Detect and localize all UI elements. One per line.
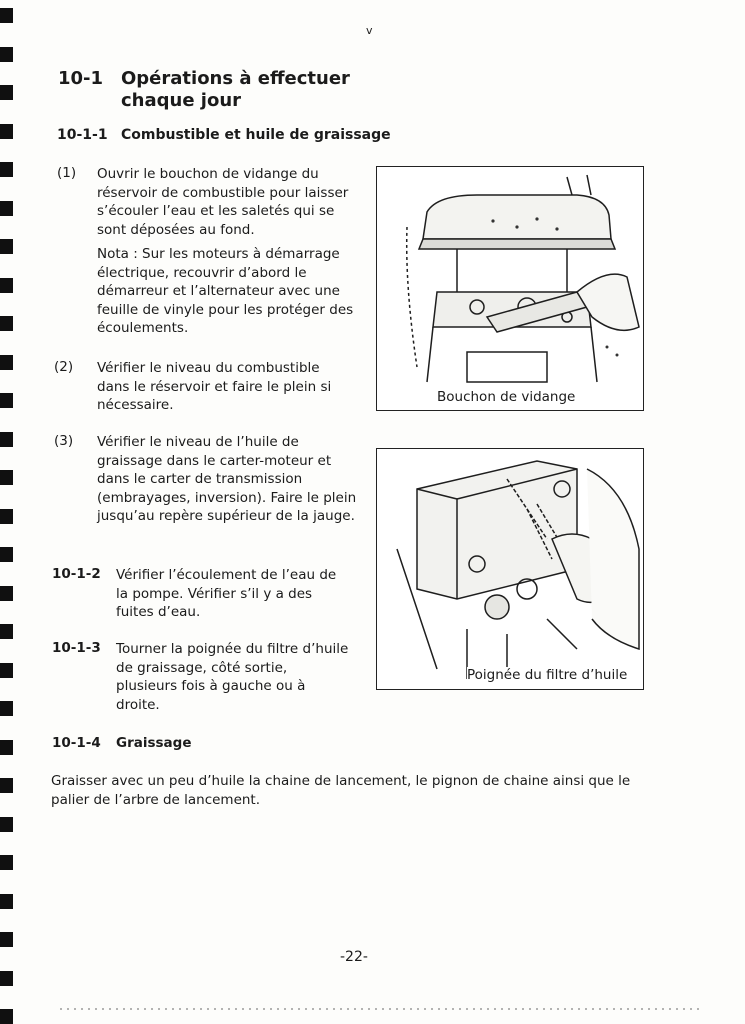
subsection-text: Vérifier l’écoulement de l’eau de la pompe. Vérifier s’il y a des fuites d’eau. [116,567,337,620]
binding-strip [0,0,18,1024]
binding-hole [0,470,13,485]
item-text: Vérifier le niveau de l’huile de graissage dans le carter-moteur et dans le carter de transmission (embrayages, inversion). Faire le plein jusqu’au repère supérieur de la jauge. [97,434,357,524]
binding-hole [0,47,13,62]
item-marker: (3) [54,433,74,449]
binding-hole [0,201,13,216]
page-number: -22- [340,949,368,965]
subsection-number: 10-1-1 [57,127,108,143]
footer-dotted-line [60,1008,700,1010]
figure-drain-plug [376,166,644,411]
binding-hole [0,8,13,23]
binding-hole [0,624,13,639]
binding-hole [0,278,13,293]
section-title: Opérations à effectuer chaque jour [121,68,350,111]
figure-caption: Bouchon de vidange [437,389,576,405]
subsection-title: Graissage [116,735,192,751]
figure-caption: Poignée du filtre d’huile [467,667,628,683]
binding-hole [0,547,13,562]
binding-hole [0,894,13,909]
binding-hole [0,663,13,678]
item-text: Vérifier le niveau du combustible dans le réservoir et faire le plein si nécessaire. [97,360,332,413]
binding-hole [0,932,13,947]
binding-hole [0,971,13,986]
oil-filter-handle-illustration [377,449,643,689]
binding-hole [0,432,13,447]
binding-hole [0,393,13,408]
engine-drain-plug-illustration [377,167,643,410]
subsection-title: Combustible et huile de graissage [121,127,391,143]
header-mark: v [366,24,373,37]
binding-hole [0,817,13,832]
binding-hole [0,855,13,870]
note-text: Nota : Sur les moteurs à démarrage électrique, recouvrir d’abord le démarreur et l’alternateur avec une feuille de vinyle pour les protéger des écoulements. [97,246,354,336]
item-text: Ouvrir le bouchon de vidange du réservoir de combustible pour laisser s’écouler l’eau et les saletés qui se sont déposées au fond. [97,166,349,238]
subsection-text: Tourner la poignée du filtre d’huile de graissage, côté sortie, plusieurs fois à gauche ou à droite. [116,641,349,713]
binding-hole [0,162,13,177]
figure-oil-filter [376,448,644,690]
graissage-text: Graisser avec un peu d’huile la chaine de lancement, le pignon de chaine ainsi que le palier de l’arbre de lancement. [51,773,631,808]
section-number: 10-1 [58,68,104,89]
binding-hole [0,509,13,524]
binding-hole [0,778,13,793]
subsection-number: 10-1-2 [52,566,101,582]
binding-hole [0,701,13,716]
subsection-number: 10-1-3 [52,640,101,656]
binding-hole [0,85,13,100]
subsection-number: 10-1-4 [52,735,101,751]
binding-hole [0,124,13,139]
item-marker: (1) [57,165,77,181]
item-marker: (2) [54,359,74,375]
binding-hole [0,316,13,331]
binding-hole [0,586,13,601]
binding-hole [0,239,13,254]
binding-hole [0,1009,13,1024]
binding-hole [0,740,13,755]
binding-hole [0,355,13,370]
